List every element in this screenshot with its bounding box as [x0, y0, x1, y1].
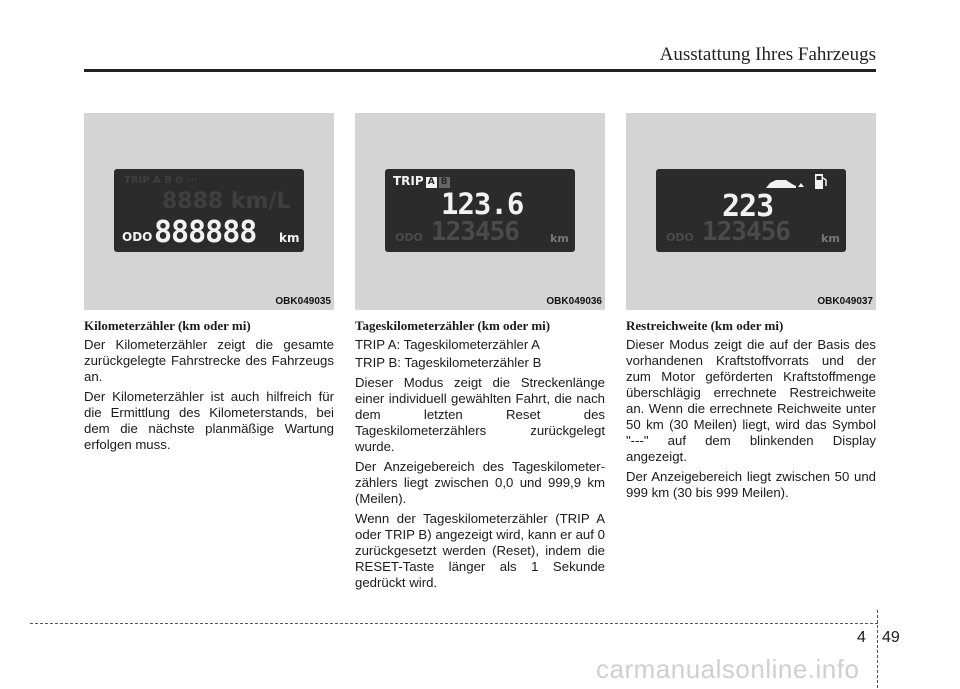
tripmeter-figure [355, 113, 605, 310]
range-paragraph-1: Dieser Modus zeigt die auf der Basis des vorhandenen Kraftstoffvorrats und der zum Motor geförderten Kraftstoffmenge überschlägig errechnete Restreichweite an. Wenn die errechnete Reichweite unter 50 km (30 Meilen) liegt, wird das Symbol "---" auf dem blinkenden Display angezeigt. [626, 337, 876, 464]
range-paragraph-2: Der Anzeigebereich liegt zwischen 50 und 999 km (30 bis 999 Meilen). [626, 469, 876, 500]
odometer-heading: Kilometerzähler (km oder mi) [84, 318, 251, 333]
tripmeter-paragraph-3: Wenn der Tageskilometerzähler (TRIP A oder TRIP B) angezeigt wird, kann er auf 0 zurückgesetzt werden (Reset), indem die RESET-Taste länger als 1 Sekunde gedrückt wird. [355, 511, 605, 590]
car-icon [764, 177, 806, 191]
range-value: 223 [722, 189, 774, 224]
range-text [626, 318, 876, 505]
odo-unit: km [821, 232, 840, 245]
odo-unit: km [550, 232, 569, 245]
odometer-paragraph-1: Der Kilometerzähler zeigt die gesamte zurückgelegte Fahrstrecke des Fahrzeugs an. [84, 337, 334, 384]
chapter-number: 4 [857, 629, 866, 646]
page-number: 49 [882, 629, 900, 646]
odo-value: 123456 [702, 217, 790, 247]
odometer-text [84, 318, 334, 457]
figure-code: OBK049036 [546, 296, 602, 307]
trip-b-box: B [439, 177, 450, 188]
tripmeter-paragraph-1: Dieser Modus zeigt die Streckenlänge einer individuell gewählten Fahrt, die nach dem letzten Reset des Tageskilometerzählers zurückgelegt wurde. [355, 375, 605, 454]
tripmeter-heading: Tageskilometerzähler (km oder mi) [355, 318, 551, 333]
odo-label: ODO [666, 231, 694, 244]
watermark: carmanualsonline.info [596, 654, 860, 684]
lcd-display [385, 169, 575, 252]
odo-unit: km [279, 231, 300, 245]
trip-b-line: TRIP B: Tageskilometerzähler B [355, 355, 542, 370]
odo-value: 888888 [154, 215, 257, 250]
p2-hyphen: - [600, 459, 605, 474]
lcd-display [656, 169, 846, 252]
footer-line [30, 623, 878, 624]
odo-label: ODO [122, 230, 153, 244]
odometer-paragraph-2: Der Kilometerzähler ist auch hilfreich für die Ermittlung des Kilometerstands, bei dem die nächste planmäßige Wartung erfolgen muss. [84, 389, 334, 452]
trip-text: TRIP [393, 174, 424, 188]
lcd-display [114, 169, 304, 252]
header-rule [84, 69, 876, 72]
p2-end: zählers liegt zwischen 0,0 und 999,9 km (Meilen). [355, 475, 605, 506]
figure-code: OBK049037 [817, 296, 873, 307]
range-heading: Restreichweite (km oder mi) [626, 318, 784, 333]
range-figure [626, 113, 876, 310]
trip-label [393, 174, 450, 188]
tripmeter-paragraph-2 [355, 459, 605, 507]
lcd-ghost-top: TRIP A B ⏲ ∙∙∙ [124, 175, 199, 186]
p2-start: Der Anzeigebereich des Tageskilometer [355, 459, 601, 474]
trip-a-box: A [426, 177, 437, 188]
odometer-figure [84, 113, 334, 310]
trip-value: 123.6 [441, 187, 524, 221]
odo-label: ODO [395, 231, 423, 244]
odo-value: 123456 [431, 217, 519, 247]
trip-a-line: TRIP A: Tageskilometerzähler A [355, 337, 540, 352]
tripmeter-text [355, 318, 605, 595]
fuel-pump-icon [814, 173, 828, 190]
footer-divider [877, 610, 878, 688]
figure-code: OBK049035 [275, 296, 331, 307]
section-title: Ausstattung Ihres Fahrzeugs [659, 44, 876, 65]
lcd-ghost-middle: 8888 km/L [162, 189, 291, 214]
